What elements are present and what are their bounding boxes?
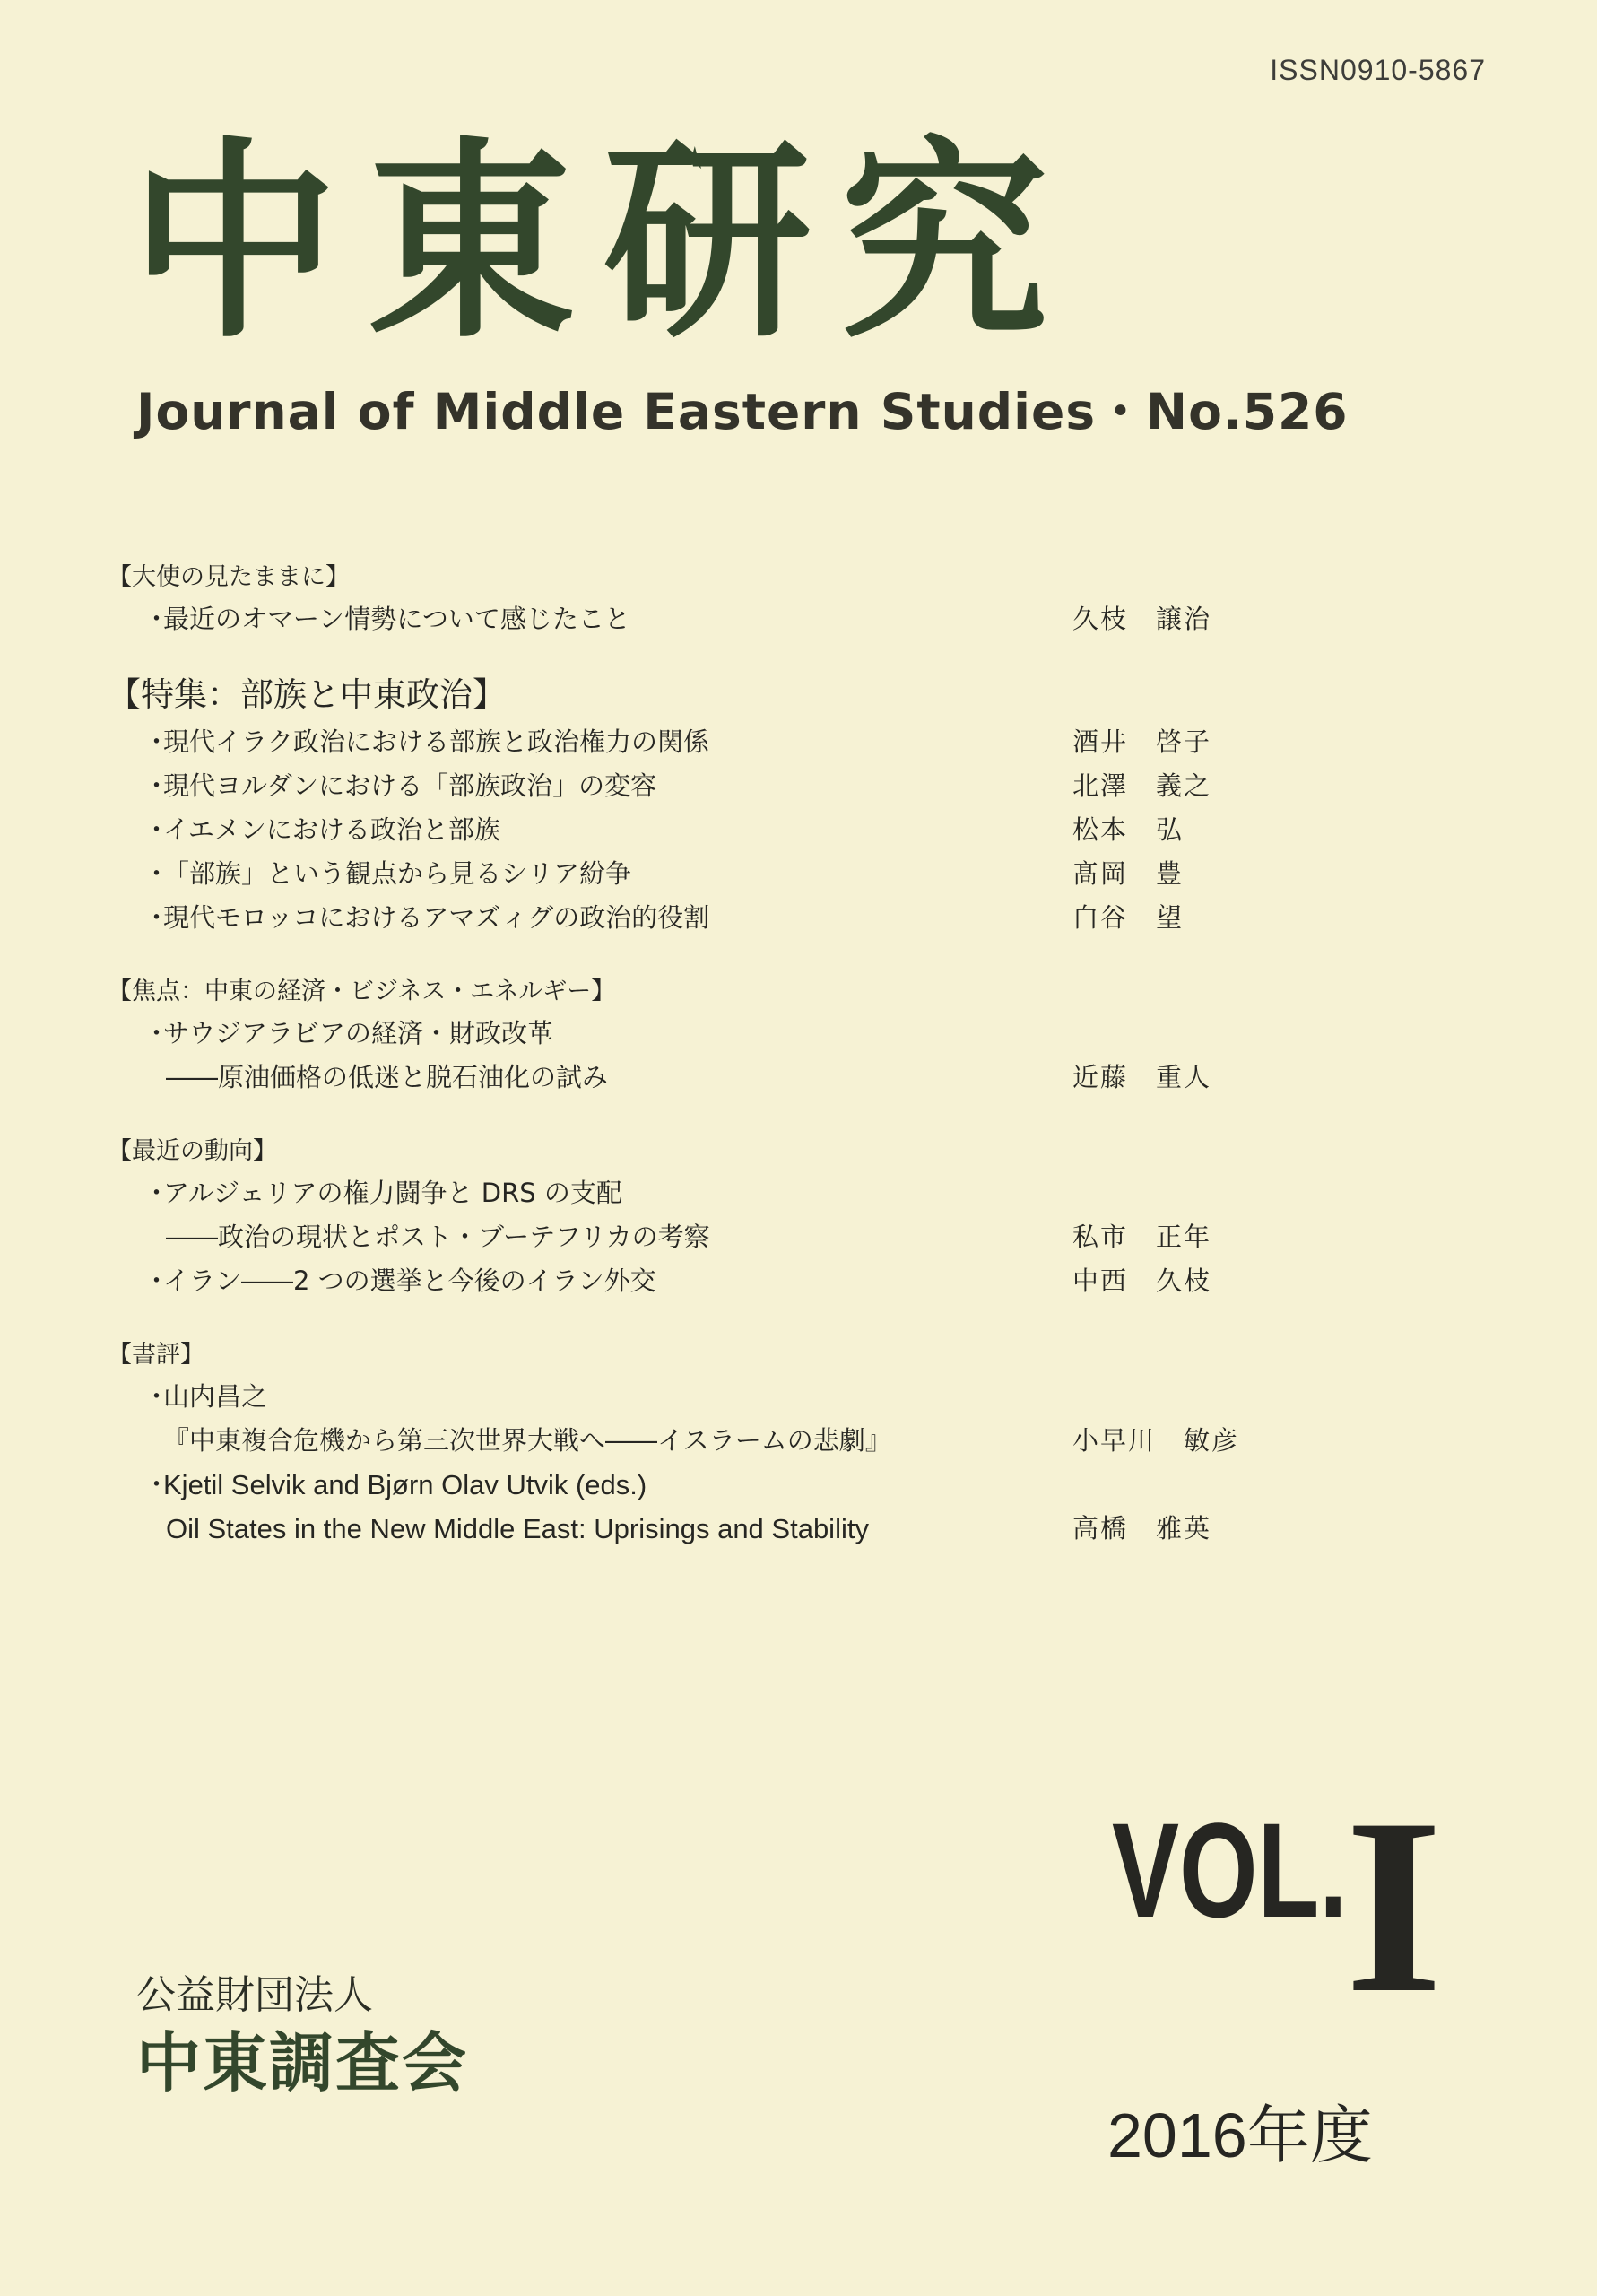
section-heading: 【焦点：中東の経済・ビジネス・エネルギー】 [108,978,616,1005]
toc-entry [108,1463,1273,1507]
toc-entry [108,597,1273,641]
review-book-title: 『中東複合危機から第三次世界大戦へ――イスラームの悲劇』 [163,1425,891,1456]
article-author: 中西 久枝 [1072,1265,1212,1296]
article-title: 最近のオマーン情勢について感じたこと [163,604,630,634]
section-heading: 【最近の動向】 [108,1137,277,1165]
article-author: 北澤 義之 [1072,770,1212,801]
article-author: 髙岡 豊 [1072,858,1185,889]
toc-entry [108,764,1273,808]
toc-section-ambassador [108,558,1273,641]
volume-number: I [1345,1766,1443,2045]
toc-section-book-reviews [108,1335,1273,1551]
bullet: ・ [143,1178,170,1208]
bullet: ・ [143,604,170,634]
toc-entry [108,1259,1273,1303]
toc-entry-continued [108,1056,1273,1100]
review-author: 高橋 雅英 [1072,1513,1212,1544]
article-title: 現代モロッコにおけるアマズィグの政治的役割 [163,902,710,933]
article-title: サウジアラビアの経済・財政改革 [163,1018,554,1048]
toc-entry-continued [108,1507,1273,1551]
article-author: 私市 正年 [1072,1222,1212,1252]
toc-section-special-feature [108,670,1273,940]
toc-entry-continued [108,1215,1273,1259]
article-title: イエメンにおける政治と部族 [163,814,500,845]
publisher-name: 中東調査会 [136,2025,469,2100]
section-heading: 【特集：部族と中東政治】 [108,675,506,714]
bullet: ・ [143,858,170,889]
toc-entry [108,852,1273,896]
article-title: 現代イラク政治における部族と政治権力の関係 [163,726,710,757]
bullet: ・ [143,902,170,933]
review-book-title: Oil States in the New Middle East: Uprisings and Stability [166,1513,869,1544]
article-title: 現代ヨルダンにおける「部族政治」の変容 [163,770,657,801]
article-author: 松本 弘 [1072,814,1185,845]
bullet: ・ [143,1018,170,1048]
publisher-type: 公益財団法人 [136,1972,373,2018]
section-heading: 【大使の見たままに】 [108,563,350,591]
journal-title-japanese: 中東研究 [130,119,1078,367]
toc-entry-continued [108,1419,1273,1463]
toc-entry [108,1012,1273,1056]
article-subtitle: ――政治の現状とポスト・ブーテフリカの考察 [166,1222,710,1252]
bullet: ・ [143,1381,170,1412]
issn-number: ISSN0910-5867 [1270,54,1486,86]
article-title: アルジェリアの権力闘争と DRS の支配 [163,1178,622,1208]
section-heading: 【書評】 [108,1341,204,1369]
article-subtitle: ――原油価格の低迷と脱石油化の試み [166,1062,609,1092]
toc-entry [108,1171,1273,1215]
bullet: ・ [143,1469,170,1500]
review-book-author: 山内昌之 [163,1381,268,1412]
bullet: ・ [143,770,170,801]
volume-label: VOL. [1112,1795,1348,1945]
article-author: 酒井 啓子 [1072,726,1212,757]
toc-entry [108,808,1273,852]
journal-title-english: Journal of Middle Eastern Studies・No.526 [136,383,1349,440]
review-book-author: Kjetil Selvik and Bjørn Olav Utvik (eds.) [163,1469,647,1500]
article-author: 久枝 譲治 [1072,604,1212,634]
review-author: 小早川 敏彦 [1072,1425,1240,1456]
bullet: ・ [143,814,170,845]
article-title: イラン――2 つの選挙と今後のイラン外交 [163,1265,656,1296]
bullet: ・ [143,726,170,757]
bullet: ・ [143,1265,170,1296]
toc-entry [108,896,1273,940]
article-author: 白谷 望 [1072,902,1185,933]
volume-year: 2016年度 [1107,2100,1373,2170]
publisher [136,1969,468,2103]
toc-section-focus [108,972,1273,1100]
table-of-contents [108,558,1273,1583]
toc-entry [108,720,1273,764]
article-title: 「部族」という観点から見るシリア紛争 [163,858,632,889]
toc-entry [108,1375,1273,1419]
article-author: 近藤 重人 [1072,1062,1212,1092]
toc-section-recent-trends [108,1132,1273,1303]
